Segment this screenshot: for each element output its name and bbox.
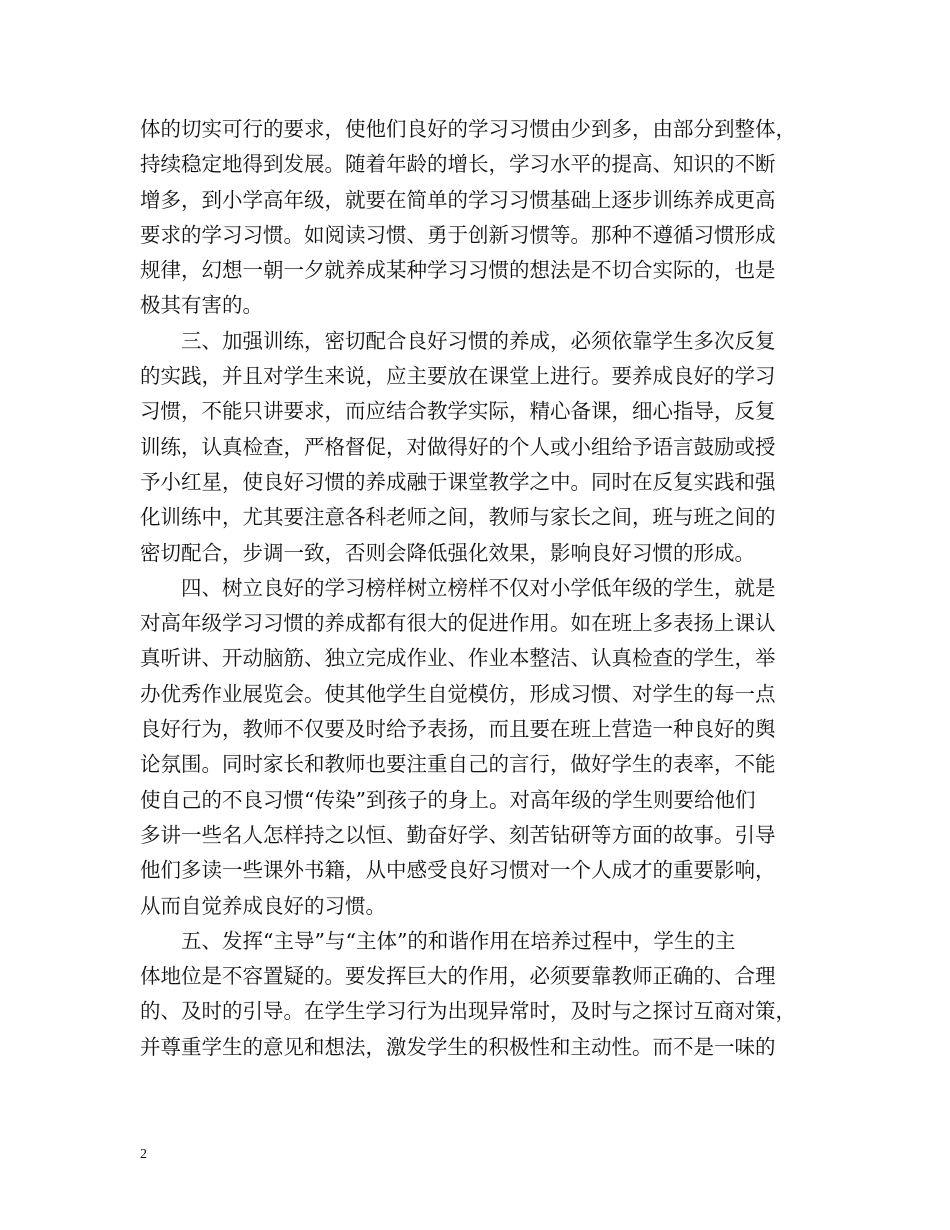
text-line: 良好行为，教师不仅要及时给予表扬，而且要在班上营造一种良好的舆 (140, 717, 776, 742)
paragraph-4 (140, 924, 834, 1065)
text-line: 论氛围。同时家长和教师也要注重自己的言行，做好学生的表率，不能 (140, 752, 776, 777)
text-line: 极其有害的。 (140, 293, 263, 318)
text-line: 化训练中，尤其要注意各科老师之间，教师与家长之间，班与班之间的 (140, 505, 776, 530)
paragraph-3 (140, 571, 834, 924)
text-line: 办优秀作业展览会。使其他学生自觉模仿，形成习惯、对学生的每一点 (140, 681, 776, 706)
text-line: 体的切实可行的要求，使他们良好的学习习惯由少到多，由部分到整体， (140, 117, 796, 141)
text-line: 持续稳定地得到发展。随着年龄的增长，学习水平的提高、知识的不断 (140, 152, 776, 177)
text-line: 他们多读一些课外书籍，从中感受良好习惯对一个人成才的重要影响， (140, 858, 776, 883)
text-line: 增多，到小学高年级，就要在简单的学习习惯基础上逐步训练养成更高 (140, 187, 776, 212)
text-line: 五、发挥“主导”与“主体”的和谐作用在培养过程中，学生的主 (181, 928, 736, 953)
text-line: 予小红星，使良好习惯的养成融于课堂教学之中。同时在反复实践和强 (140, 469, 776, 494)
text-line: 从而自觉养成良好的习惯。 (140, 893, 386, 918)
text-line: 习惯，不能只讲要求，而应结合教学实际，精心备课，细心指导，反复 (140, 399, 776, 424)
text-line: 四、树立良好的学习榜样树立榜样不仅对小学低年级的学生，就是 (181, 575, 776, 600)
text-line: 三、加强训练，密切配合良好习惯的养成，必须依靠学生多次反复 (181, 328, 776, 353)
paragraph-1 (140, 112, 834, 324)
body-text (140, 112, 834, 1065)
text-line: 的实践，并且对学生来说，应主要放在课堂上进行。要养成良好的学习 (140, 364, 776, 389)
text-line: 的、及时的引导。在学生学习行为出现异常时，及时与之探讨互商对策， (140, 999, 796, 1024)
paragraph-2 (140, 324, 834, 571)
text-line: 规律，幻想一朝一夕就养成某种学习习惯的想法是不切合实际的，也是 (140, 258, 776, 283)
text-line: 要求的学习习惯。如阅读习惯、勇于创新习惯等。那种不遵循习惯形成 (140, 222, 776, 247)
page-number: 2 (140, 1147, 147, 1162)
text-line: 使自己的不良习惯“传染”到孩子的身上。对高年级的学生则要给他们 (140, 787, 756, 812)
text-line: 体地位是不容置疑的。要发挥巨大的作用，必须要靠教师正确的、合理 (140, 964, 776, 989)
text-line: 并尊重学生的意见和想法，激发学生的积极性和主动性。而不是一味的 (140, 1034, 776, 1059)
text-line: 密切配合，步调一致，否则会降低强化效果，影响良好习惯的形成。 (140, 540, 755, 565)
text-line: 对高年级学习习惯的养成都有很大的促进作用。如在班上多表扬上课认 (140, 611, 776, 636)
text-line: 多讲一些名人怎样持之以恒、勤奋好学、刻苦钻研等方面的故事。引导 (140, 822, 776, 847)
text-line: 真听讲、开动脑筋、独立完成作业、作业本整洁、认真检查的学生，举 (140, 646, 776, 671)
text-line: 训练，认真检查，严格督促，对做得好的个人或小组给予语言鼓励或授 (140, 434, 776, 459)
